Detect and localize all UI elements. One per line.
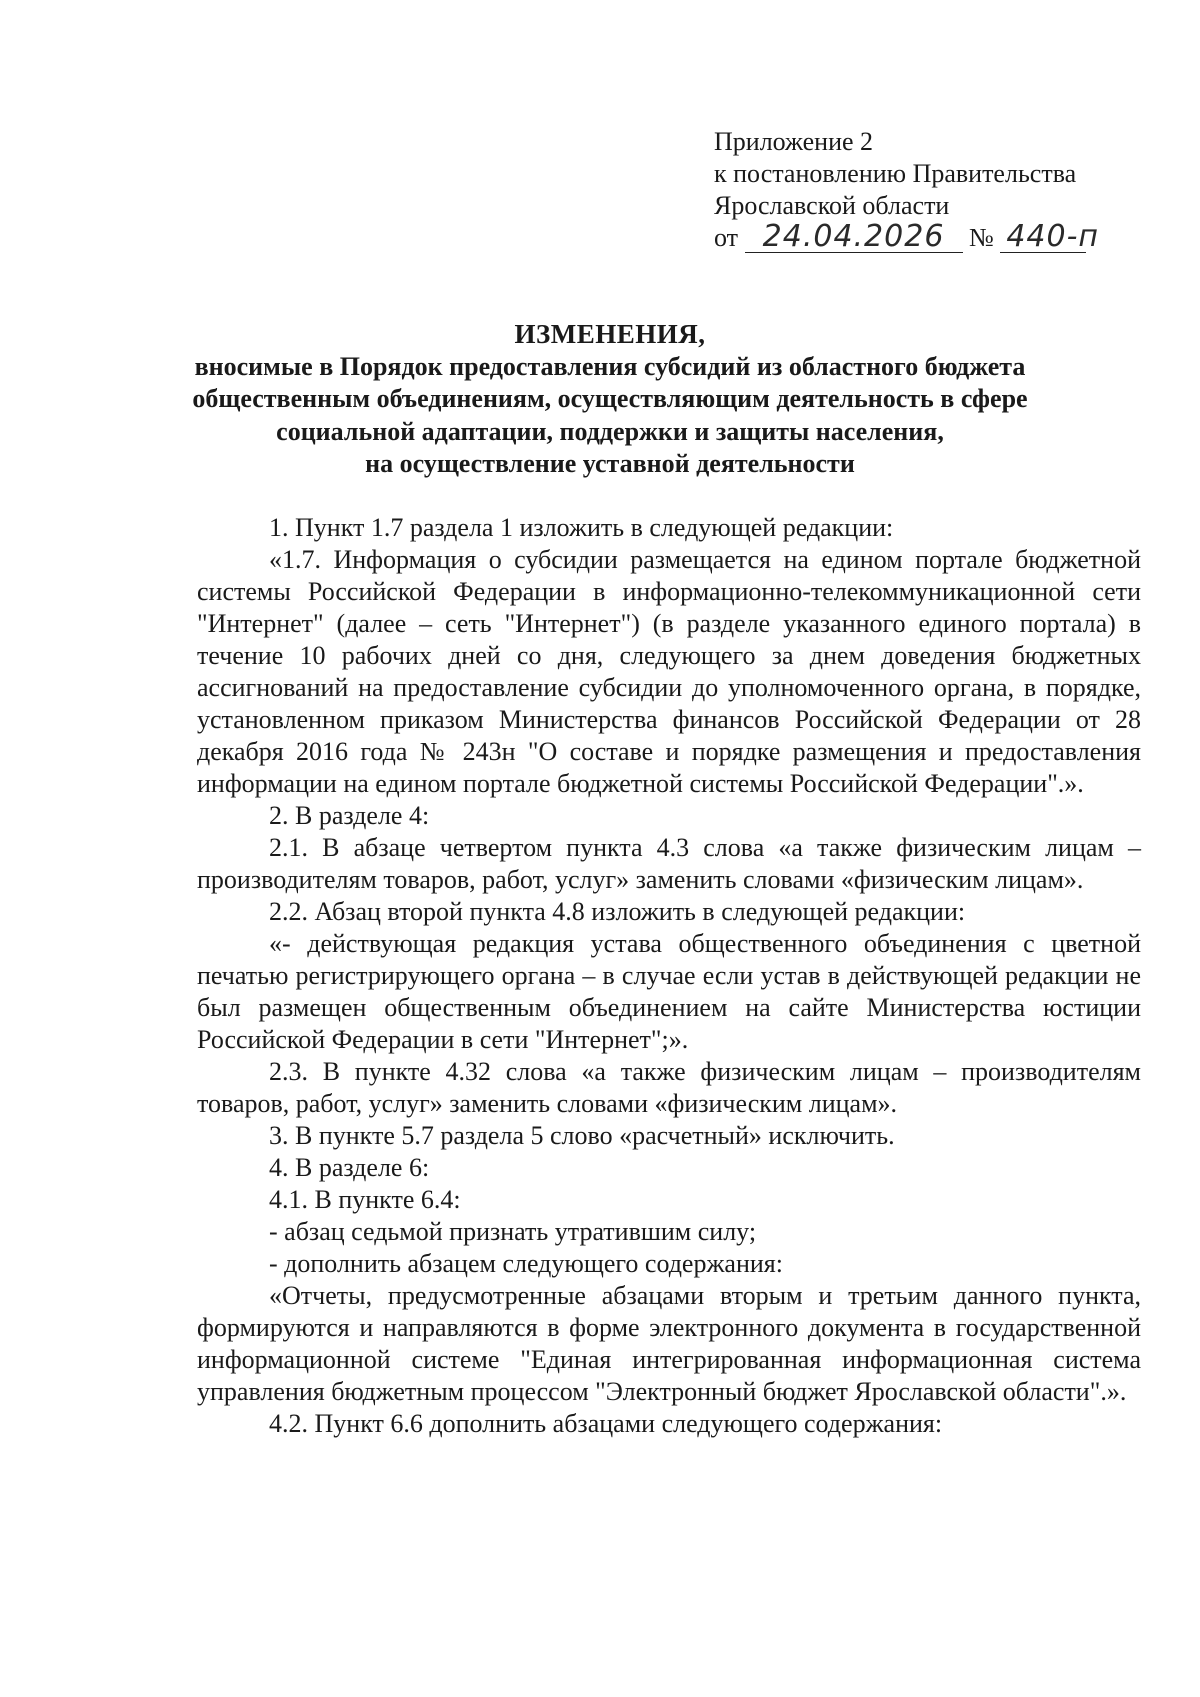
paragraph: 1. Пункт 1.7 раздела 1 изложить в следующей редакции: xyxy=(269,513,894,542)
attachment-line-1: Приложение 2 xyxy=(714,127,874,156)
paragraph: «- действующая редакция устава общественного объединения с цветной печатью регистрирующего органа – в случае если устав в действующей редакции не был размещен общественным объединением на сайте Министерства юстиции Российской Федерации в сети "Интернет";». xyxy=(197,929,1141,1054)
attachment-line-2: к постановлению Правительства xyxy=(714,159,1077,188)
attachment-line-3: Ярославской области xyxy=(714,191,950,220)
paragraph: 2.3. В пункте 4.32 слова «а также физическим лицам – производителям товаров, работ, услуг» заменить словами «физическим лицам». xyxy=(197,1057,1141,1118)
title-sub-3: социальной адаптации, поддержки и защиты населения, xyxy=(276,416,944,446)
paragraph: - дополнить абзацем следующего содержания: xyxy=(269,1249,783,1278)
paragraph: 2.1. В абзаце четвертом пункта 4.3 слова «а также физическим лицам – производителям товаров, работ, услуг» заменить словами «физическим лицам». xyxy=(197,833,1141,894)
attachment-date-number-line xyxy=(714,219,1154,254)
from-label: от xyxy=(714,223,739,252)
paragraph: «Отчеты, предусмотренные абзацами вторым и третьим данного пункта, формируются и направляются в форме электронного документа в государственной информационной системе "Единая интегрированная информационная система управления бюджетным процессом "Электронный бюджет Ярославской области".». xyxy=(197,1281,1141,1406)
paragraph: «1.7. Информация о субсидии размещается на едином портале бюджетной системы Российской Федерации в информационно-телекоммуникационной сети "Интернет" (далее – сеть "Интернет") (в разделе указанного единого портала) в течение 10 рабочих дней со дня, следующего за днем доведения бюджетных ассигнований на предоставление субсидии до уполномоченного органа, в порядке, установленном приказом Министерства финансов Российской Федерации от 28 декабря 2016 года № 243н "О составе и порядке размещения и предоставления информации на едином портале бюджетной системы Российской Федерации".». xyxy=(197,545,1141,798)
handwritten-number: 440-п xyxy=(1000,222,1086,253)
paragraph: 3. В пункте 5.7 раздела 5 слово «расчетный» исключить. xyxy=(269,1121,895,1150)
attachment-header xyxy=(714,126,1154,254)
number-label: № xyxy=(969,223,994,252)
paragraph: - абзац седьмой признать утратившим силу; xyxy=(269,1217,757,1246)
paragraph: 2.2. Абзац второй пункта 4.8 изложить в следующей редакции: xyxy=(269,897,966,926)
handwritten-date: 24.04.2026 xyxy=(745,222,963,253)
document-title xyxy=(180,318,1040,481)
title-sub-1: вносимые в Порядок предоставления субсидий из областного бюджета xyxy=(194,351,1026,381)
paragraph: 4. В разделе 6: xyxy=(269,1153,430,1182)
title-sub-2: общественным объединениям, осуществляющим деятельность в сфере xyxy=(192,384,1028,413)
paragraph: 4.1. В пункте 6.4: xyxy=(269,1185,461,1214)
paragraph: 2. В разделе 4: xyxy=(269,801,430,830)
paragraph: 4.2. Пункт 6.6 дополнить абзацами следующего содержания: xyxy=(269,1409,943,1438)
title-main: ИЗМЕНЕНИЯ, xyxy=(514,319,706,349)
document-body xyxy=(197,512,1141,1440)
title-sub-4: на осуществление уставной деятельности xyxy=(365,449,855,478)
